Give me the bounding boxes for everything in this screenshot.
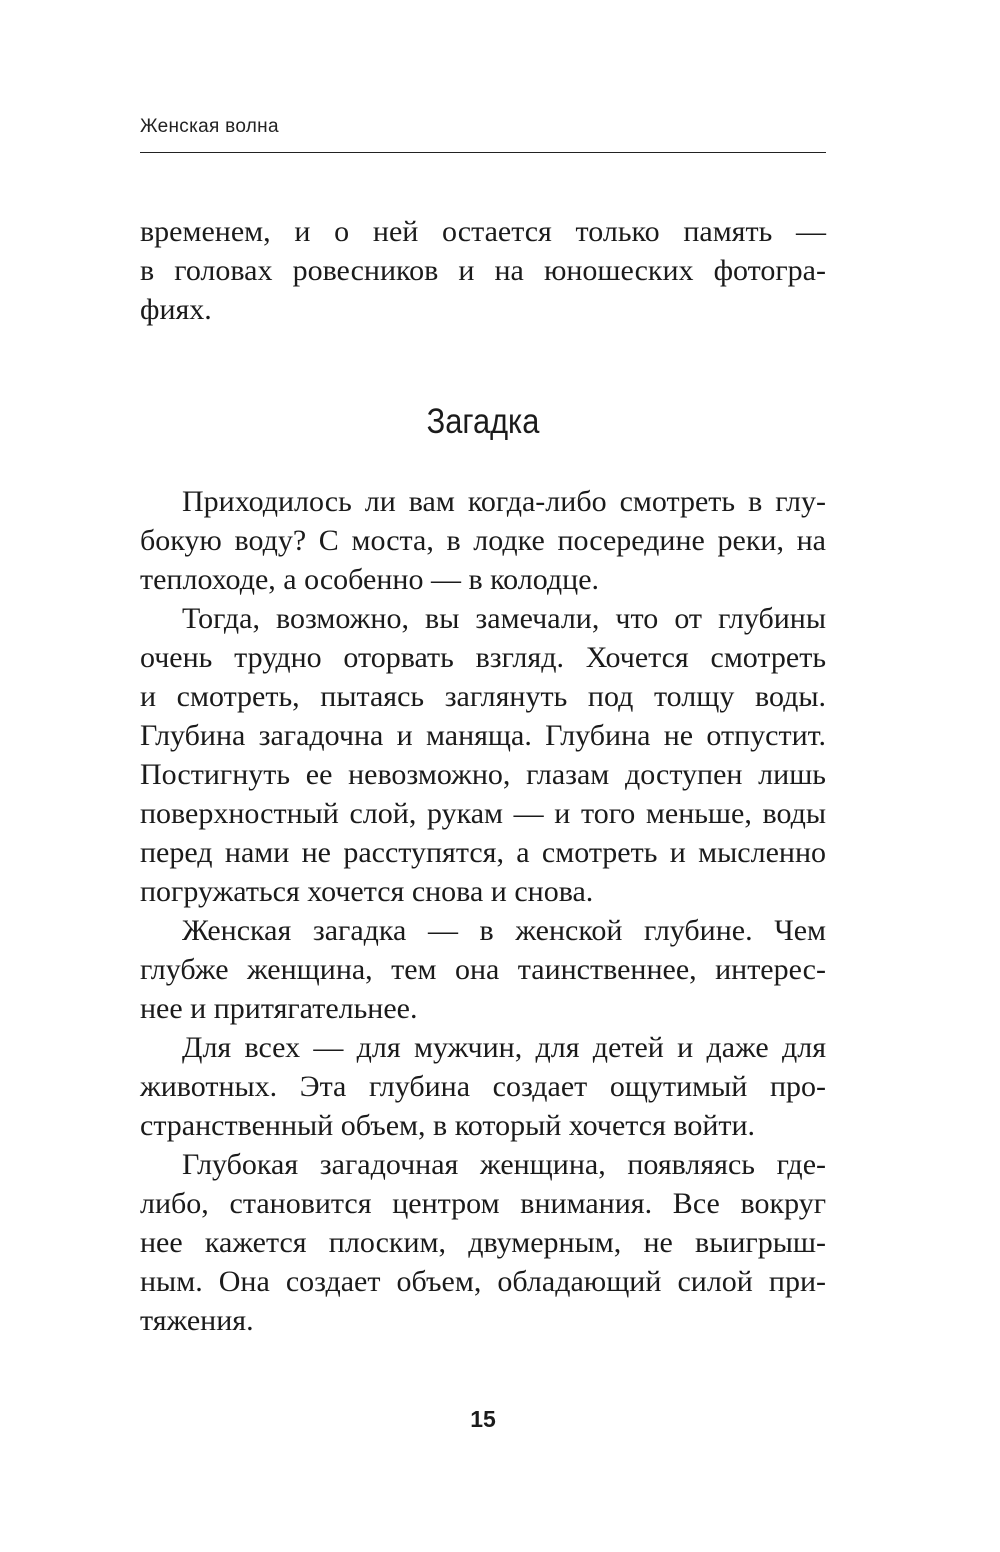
page-number: 15 xyxy=(470,1406,496,1432)
text-line: Женская загадка — в женской глубине. Чем xyxy=(182,914,826,947)
text-line: тяжения. xyxy=(140,1304,254,1337)
text-line: ным. Она создает объем, обладающий силой при- xyxy=(140,1265,826,1298)
text-line: поверхностный слой, рукам — и того меньше, воды xyxy=(140,797,826,830)
continuation-paragraph xyxy=(140,212,826,329)
text-line: в головах ровесников и на юношеских фотогра- xyxy=(140,254,826,287)
paragraph xyxy=(140,911,826,1028)
text-line: Глубокая загадочная женщина, появляясь где- xyxy=(182,1148,826,1181)
text-line: фиях. xyxy=(140,293,212,326)
text-line: бокую воду? С моста, в лодке посередине реки, на xyxy=(140,524,826,557)
text-line: либо, становится центром внимания. Все вокруг xyxy=(140,1187,826,1220)
header-rule xyxy=(140,152,826,153)
text-line: временем, и о ней остается только память — xyxy=(140,215,826,248)
paragraph xyxy=(140,1145,826,1340)
text-line: очень трудно оторвать взгляд. Хочется смотреть xyxy=(140,641,826,674)
text-line: погружаться хочется снова и снова. xyxy=(140,875,594,908)
text-line: глубже женщина, тем она таинственнее, интерес- xyxy=(140,953,826,986)
text-line: Для всех — для мужчин, для детей и даже для xyxy=(182,1031,826,1064)
text-line: нее и притягательнее. xyxy=(140,992,418,1025)
text-line: животных. Эта глубина создает ощутимый про- xyxy=(140,1070,826,1103)
section-body xyxy=(140,482,826,1340)
text-line: странственный объем, в который хочется войти. xyxy=(140,1109,756,1142)
text-line: Приходилось ли вам когда-либо смотреть в глу- xyxy=(182,485,826,518)
section-heading: Загадка xyxy=(426,402,540,441)
text-line: Глубина загадочна и манящa. Глубина не отпустит. xyxy=(140,719,826,752)
paragraph xyxy=(140,482,826,599)
running-title: Женская волна xyxy=(140,116,279,137)
text-line: нее кажется плоским, двумерным, не выигрыш- xyxy=(140,1226,826,1259)
paragraph xyxy=(140,1028,826,1145)
text-line: Постигнуть ее невозможно, глазам доступен лишь xyxy=(140,758,826,791)
text-line: Тогда, возможно, вы замечали, что от глубины xyxy=(182,602,826,635)
text-line: и смотреть, пытаясь заглянуть под толщу воды. xyxy=(140,680,826,713)
text-line: перед нами не расступятся, а смотреть и мысленно xyxy=(140,836,826,869)
text-line: теплоходе, а особенно — в колодце. xyxy=(140,563,600,596)
paragraph xyxy=(140,599,826,911)
